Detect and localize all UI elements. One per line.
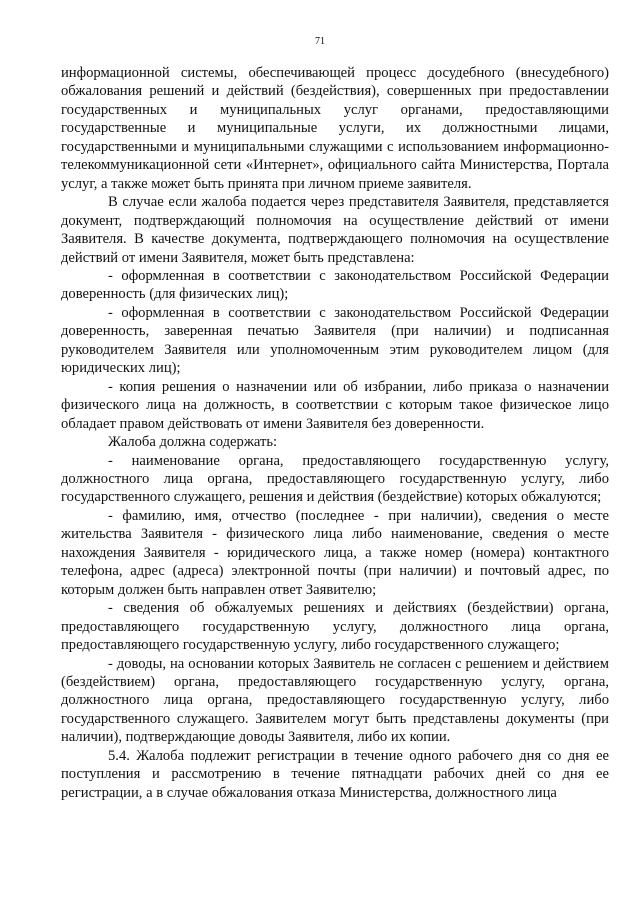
list-item-arguments: - доводы, на основании которых Заявитель не согласен с решением и действием (бездействием) органа, предоставляющего государственную услугу, органа, должностного лица органа, предоставляющего государственную услугу, либо государственного служащего. Заявителем могут быть представлены документы (при наличии), подтверждающие доводы Заявителя, либо их копии. <box>61 655 609 746</box>
list-item-appointment-decision: - копия решения о назначении или об избрании, либо приказа о назначении физического лица на должность, в соответствии с которым такое физическое лицо обладает правом действовать от имени Заявителя без доверенности. <box>61 378 609 432</box>
list-item-applicant-details: - фамилию, имя, отчество (последнее - при наличии), сведения о месте жительства Заявителя - физического лица либо наименование, сведения о месте нахождения Заявителя - юридического лица, а также номер (номера) контактного телефона, адрес (адреса) электронной почты (при наличии) и почтовый адрес, по которым должен быть направлен ответ Заявителю; <box>61 507 609 598</box>
paragraph-system-intro: информационной системы, обеспечивающей процесс досудебного (внесудебного) обжалования решений и действий (бездействия), совершенных при предоставлении государственных и муниципальных услуг органами, предоставляющими государственные и муниципальные услуги, их должностными лицами, государственными и муниципальными служащими с использованием информационно-телекоммуникационной сети «Интернет», официального сайта Министерства, Портала услуг, а также может быть принята при личном приеме заявителя. <box>61 65 609 192</box>
list-item-authority-name: - наименование органа, предоставляющего государственную услугу, должностного лица органа, предоставляющего государственную услугу, либо государственного служащего, решения и действия (бездействие) которых обжалуются; <box>61 452 609 506</box>
page-number: 71 <box>315 36 325 47</box>
list-item-power-of-attorney-individuals: - оформленная в соответствии с законодательством Российской Федерации доверенность (для физических лиц); <box>61 267 609 303</box>
paragraph-section-5-4: 5.4. Жалоба подлежит регистрации в течение одного рабочего дня со дня ее поступления и рассмотрению в течение пятнадцати рабочих дней со дня ее регистрации, а в случае обжалования отказа Министерства, должностного лица <box>61 747 609 801</box>
list-item-appealed-decisions: - сведения об обжалуемых решениях и действиях (бездействии) органа, предоставляющего государственную услугу, должностного лица органа, предоставляющего государственную услугу, либо государственного служащего; <box>61 600 609 654</box>
list-item-power-of-attorney-legal-entities: - оформленная в соответствии с законодательством Российской Федерации доверенность, заверенная печатью Заявителя (при наличии) и подписанная руководителем Заявителя или уполномоченным этим руководителем лицом (для юридических лиц); <box>61 304 609 377</box>
paragraph-complaint-contents: Жалоба должна содержать: <box>108 434 278 451</box>
paragraph-representative: В случае если жалоба подается через представителя Заявителя, представляется документ, подтверждающий полномочия на осуществление действий от имени Заявителя. В качестве документа, подтверждающего полномочия на осуществление действий от имени Заявителя, может быть представлена: <box>61 194 609 266</box>
document-body <box>61 64 609 802</box>
